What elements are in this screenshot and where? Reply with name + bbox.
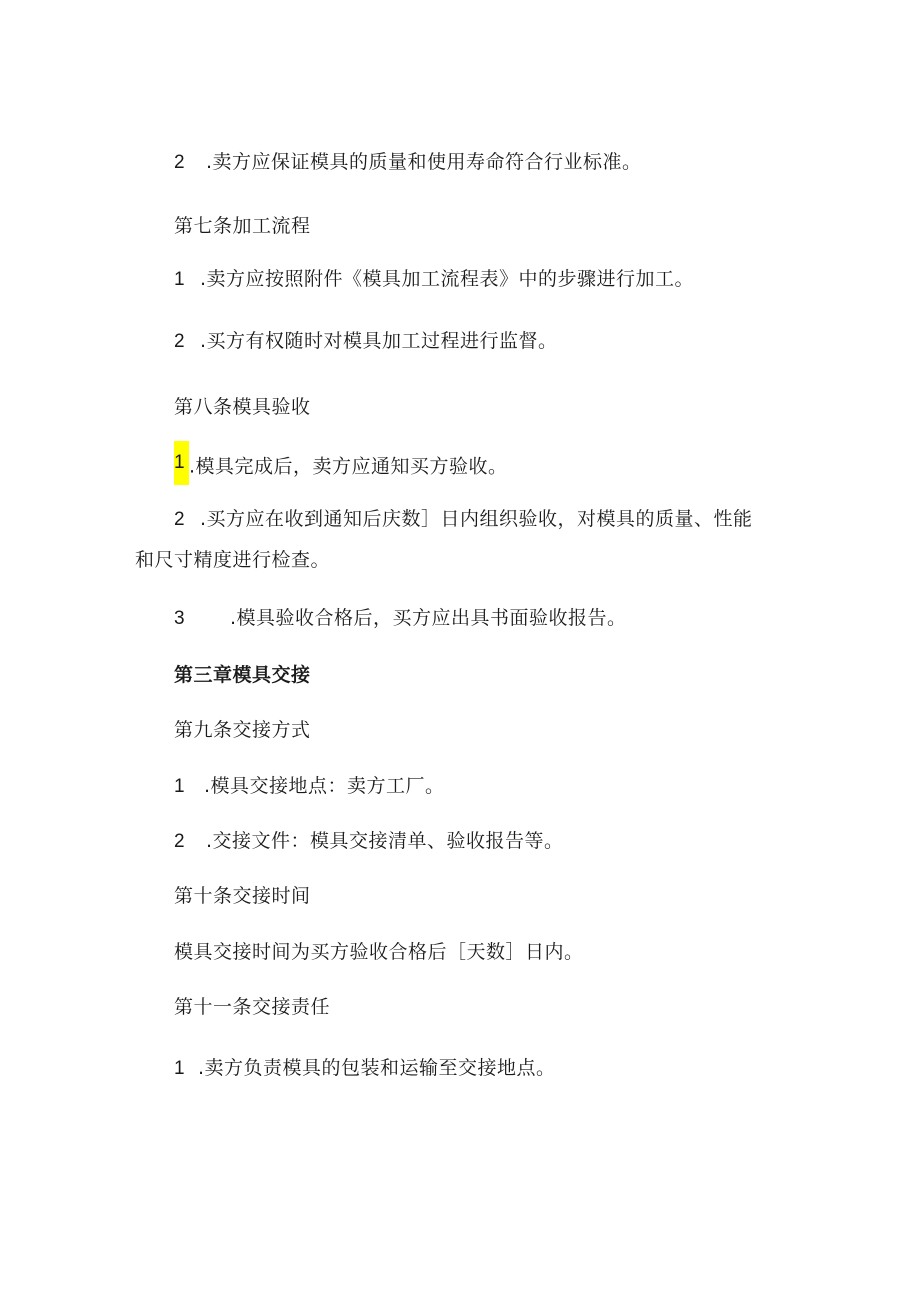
article-9-heading: 第九条交接方式 (174, 719, 311, 741)
item-number: 1 (174, 776, 186, 797)
chapter-3-heading: 第三章模具交接 (174, 664, 311, 686)
item-number: 1 (174, 1058, 186, 1079)
article-7-heading: 第七条加工流程 (174, 215, 311, 237)
clause-9-item-1 (174, 772, 445, 801)
item-text: .交接文件：模具交接清单、验收报告等。 (206, 830, 564, 852)
highlighted-item-number: 1 (174, 441, 189, 485)
item-number: 2 (174, 331, 186, 352)
article-11-heading: 第十一条交接责任 (174, 996, 331, 1018)
clause-7-item-2 (174, 327, 558, 356)
item-number: 2 (174, 509, 186, 530)
item-text: .模具交接地点：卖方工厂。 (204, 775, 445, 797)
clause-8-item-2-continued: 和尺寸精度进行检查。 (135, 549, 331, 571)
clause-9-item-2 (174, 827, 564, 856)
item-number: 1 (174, 269, 186, 290)
item-text: .买方应在收到通知后庆数］日内组织验收，对模具的质量、性能 (200, 508, 753, 530)
clause-7-item-1 (174, 265, 694, 294)
item-text: .卖方应保证模具的质量和使用寿命符合行业标准。 (206, 151, 642, 173)
clause-6-item-2 (174, 148, 642, 177)
article-10-heading: 第十条交接时间 (174, 885, 311, 907)
clause-11-item-1 (174, 1054, 556, 1083)
clause-8-item-3 (174, 604, 627, 633)
item-text: .卖方应按照附件《模具加工流程表》中的步骤进行加工。 (200, 268, 695, 290)
article-8-heading: 第八条模具验收 (174, 396, 311, 418)
item-number: 2 (174, 831, 186, 852)
item-text: .买方有权随时对模具加工过程进行监督。 (200, 330, 558, 352)
clause-8-item-1 (174, 449, 508, 485)
item-text: .模具完成后，卖方应通知买方验收。 (189, 455, 508, 478)
item-text: .卖方负责模具的包装和运输至交接地点。 (198, 1057, 556, 1079)
item-text: .模具验收合格后，买方应出具书面验收报告。 (230, 607, 627, 629)
article-10-body: 模具交接时间为买方验收合格后［天数］日内。 (174, 941, 584, 963)
item-number: 3 (174, 608, 186, 629)
item-number: 2 (174, 152, 186, 173)
clause-8-item-2 (174, 505, 753, 534)
